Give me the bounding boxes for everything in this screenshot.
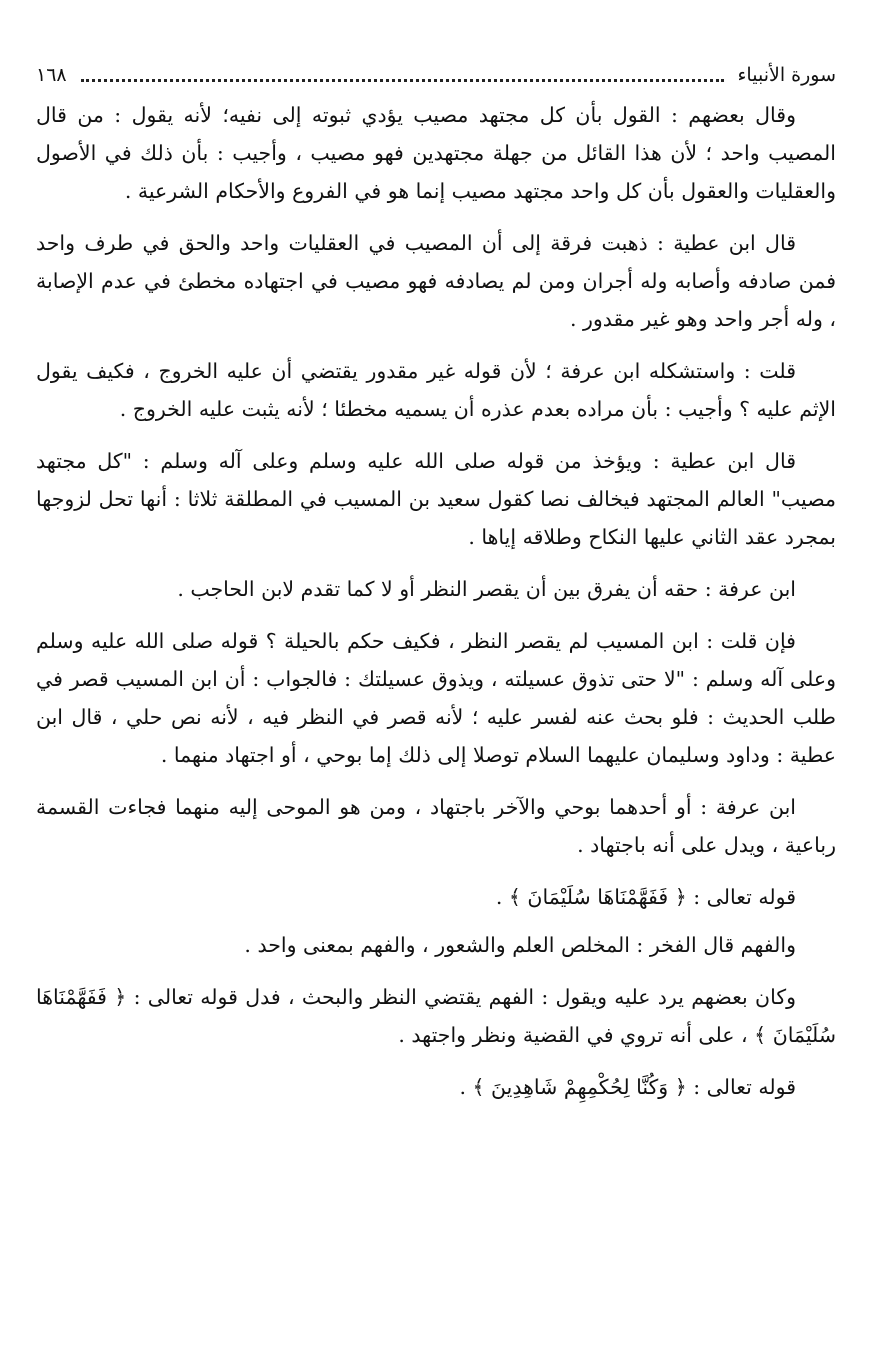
paragraph-8: والفهم قال الفخر : المخلص العلم والشعور ، والفهم بمعنى واحد . — [244, 933, 796, 957]
running-header — [36, 58, 836, 92]
paragraph-6: فإن قلت : ابن المسيب لم يقصر النظر ، فكيف حكم بالحيلة ؟ قوله صلى الله عليه وسلم وعلى آله وسلم : "لا حتى تذوق عسيلته ، ويذوق عسيلتك : فالجواب : أن ابن المسيب قصر في طلب الحديث : فلو بحث عنه لفسر عليه ؛ لأنه قصر في النظر فيه ، لأنه نص حلي ، قال ابن عطية : وداود وسليمان عليهما السلام توصلا إلى ذلك إما بوحي ، أو اجتهاد منهما . — [36, 629, 836, 767]
verse-quote-1: قوله تعالى : ﴿ فَفَهَّمْنَاهَا سُلَيْمَانَ ﴾ . — [495, 885, 796, 909]
verse-quote-2: قوله تعالى : ﴿ وَكُنَّا لِحُكْمِهِمْ شَاهِدِينَ ﴾ . — [459, 1075, 796, 1099]
paragraph-4: قال ابن عطية : ويؤخذ من قوله صلى الله عليه وسلم وعلى آله وسلم : "كل مجتهد مصيب" العالم المجتهد فيخالف نصا كقول سعيد بن المسيب في المطلقة ثلاثا : أنها تحل لزوجها بمجرد عقد الثاني عليها النكاح وطلاقه إياها . — [36, 449, 836, 549]
book-page — [36, 58, 836, 1358]
paragraph-1: وقال بعضهم : القول بأن كل مجتهد مصيب يؤدي ثبوته إلى نفيه؛ لأنه يقول : من قال المصيب واحد ؛ لأن هذا القائل من جهلة مجتهدين فهو مصيب ، وأجيب : بأن ذلك في الأصول والعقليات والعقول بأن كل واحد مجتهد مصيب إنما هو في الفروع والأحكام الشرعية . — [36, 103, 836, 203]
dotted-leader — [81, 78, 724, 82]
surah-title: سورة الأنبياء — [737, 64, 836, 86]
paragraph-7: ابن عرفة : أو أحدهما بوحي والآخر باجتهاد ، ومن هو الموحى إليه منهما فجاءت القسمة رباعية ، ويدل على أنه باجتهاد . — [36, 795, 836, 857]
paragraph-3: قلت : واستشكله ابن عرفة ؛ لأن قوله غير مقدور يقتضي أن عليه الخروج ، فكيف يقول الإثم عليه ؟ وأجيب : بأن مراده بعدم عذره أن يسميه مخطئا ؛ لأنه يثبت عليه الخروج . — [36, 359, 836, 421]
page-number: ١٦٨ — [36, 64, 67, 86]
paragraph-2: قال ابن عطية : ذهبت فرقة إلى أن المصيب في العقليات واحد والحق في طرف واحد فمن صادفه وأصابه وله أجران ومن لم يصادفه فهو مصيب في اجتهاده مخطئ في عدم الإصابة ، وله أجر واحد وهو غير مقدور . — [36, 231, 836, 331]
paragraph-5: ابن عرفة : حقه أن يفرق بين أن يقصر النظر أو لا كما تقدم لابن الحاجب . — [177, 577, 796, 601]
paragraph-9: وكان بعضهم يرد عليه ويقول : الفهم يقتضي النظر والبحث ، فدل قوله تعالى : ﴿ فَفَهَّمْنَاهَا سُلَيْمَانَ ﴾ ، على أنه تروي في القضية ونظر واجتهد . — [36, 985, 836, 1047]
